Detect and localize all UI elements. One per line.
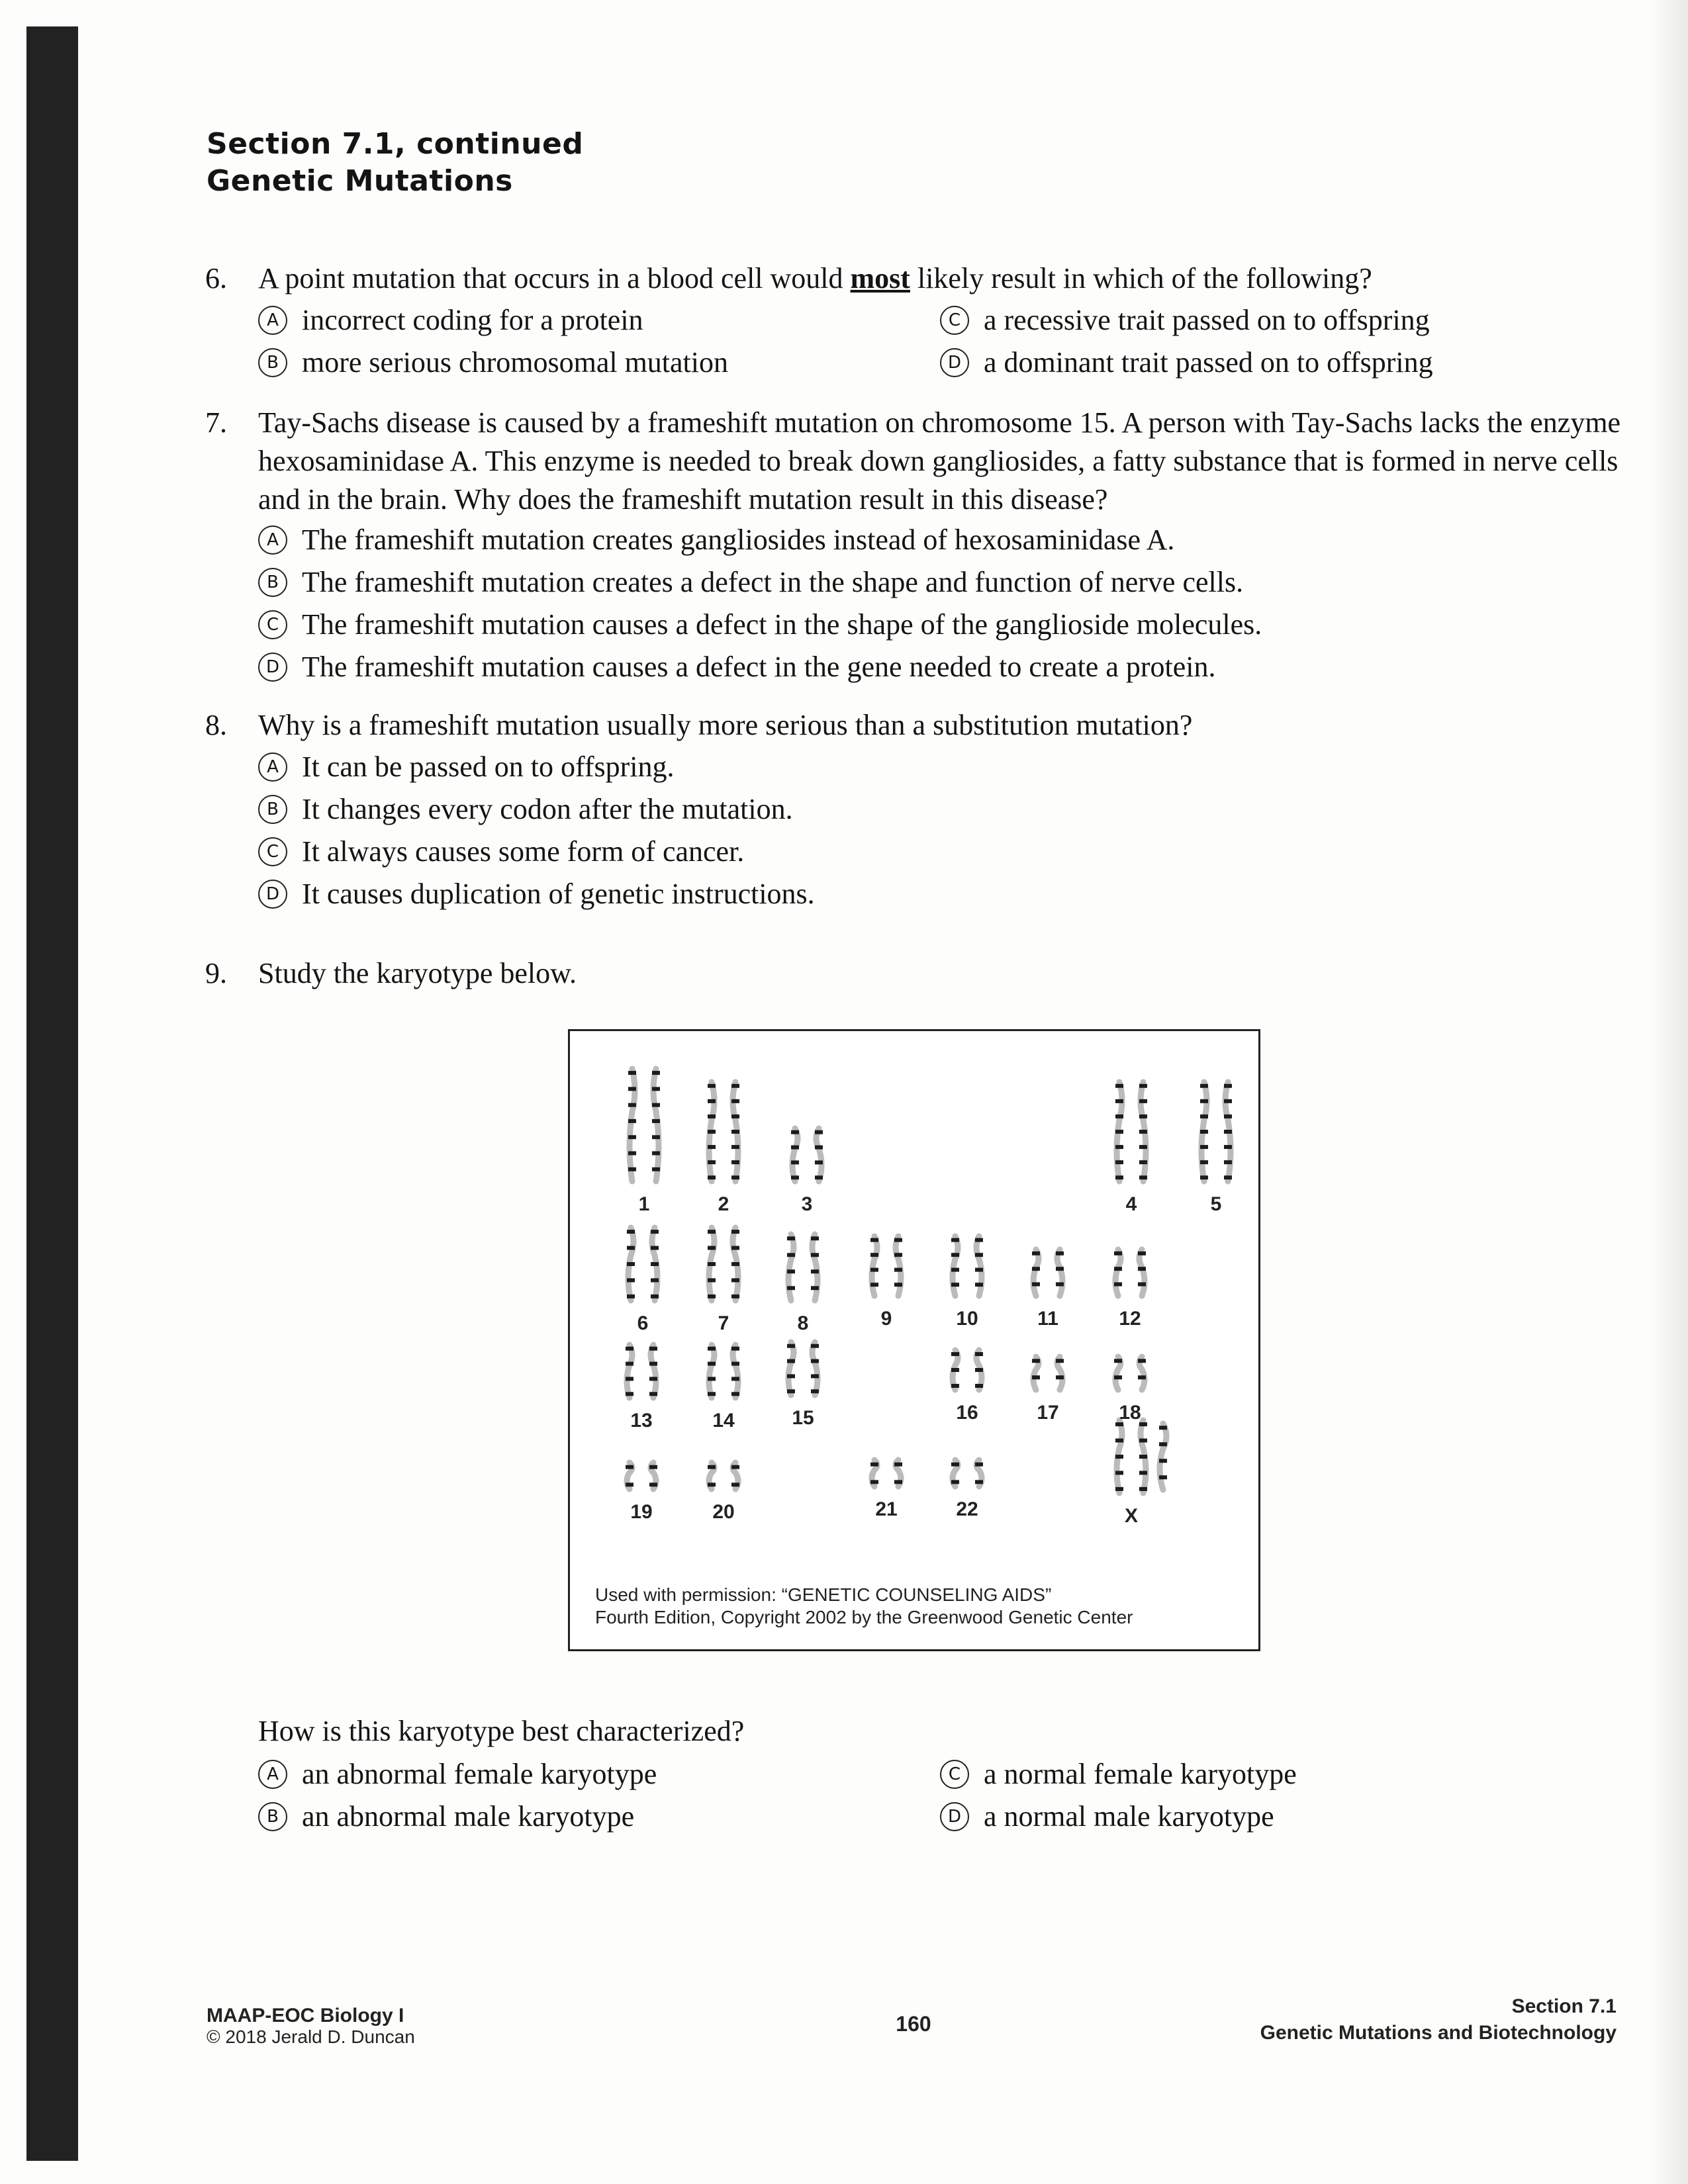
option-text: a normal female karyotype xyxy=(984,1758,1297,1790)
section-title: Genetic Mutations xyxy=(207,164,513,198)
chromosome-pair-10 xyxy=(951,1236,983,1296)
answer-option-d[interactable] xyxy=(940,341,1433,384)
question-stem: Tay-Sachs disease is caused by a frameshift mutation on chromosome 15. A person with Tay-Sachs lacks the enzyme hexosaminidase A. This enzyme is needed to break down gangliosides, a fatty substance that is formed in nerve cells and in the brain. Why does the frameshift mutation result in this disease? xyxy=(258,406,1621,516)
option-letter-bubble[interactable]: B xyxy=(258,348,287,377)
option-letter-bubble[interactable]: C xyxy=(940,1760,969,1789)
chromosome-pair-18 xyxy=(1114,1357,1146,1390)
answer-option-a[interactable] xyxy=(258,746,1628,788)
question-stem: How is this karyotype best characterized? xyxy=(258,1715,745,1747)
question-stem: Why is a frameshift mutation usually more serious than a substitution mutation? xyxy=(258,709,1193,741)
footer-section: Section 7.1 xyxy=(1511,1995,1617,2017)
chromosome-label: 15 xyxy=(792,1407,814,1429)
chromosome-pair-1 xyxy=(628,1069,660,1181)
option-text: more serious chromosomal mutation xyxy=(302,346,728,379)
karyotype-figure xyxy=(568,1029,1260,1651)
option-text: It can be passed on to offspring. xyxy=(302,751,675,783)
question-number: 7. xyxy=(205,406,227,439)
figure-credit xyxy=(595,1584,1133,1629)
option-text: It changes every codon after the mutation. xyxy=(302,793,793,825)
question-6 xyxy=(205,258,1628,384)
chromosome-label: 9 xyxy=(880,1308,892,1330)
chromosome-label: X xyxy=(1124,1505,1138,1527)
chromosome-label: 18 xyxy=(1119,1402,1141,1424)
book-title: MAAP-EOC Biology I xyxy=(207,2005,404,2026)
answer-option-a[interactable] xyxy=(258,519,1628,561)
option-letter-bubble[interactable]: C xyxy=(940,306,969,335)
option-letter-bubble[interactable]: A xyxy=(258,525,287,555)
footer-right xyxy=(1260,1993,1617,2046)
chromosome-label: 13 xyxy=(630,1410,653,1432)
scan-binding-edge xyxy=(26,26,78,2161)
question-number: 6. xyxy=(205,262,227,295)
option-letter-bubble[interactable]: C xyxy=(258,610,287,639)
answer-option-c[interactable] xyxy=(258,604,1628,646)
credit-line: Fourth Edition, Copyright 2002 by the Greenwood Genetic Center xyxy=(595,1607,1133,1627)
chromosome-label: 16 xyxy=(956,1402,978,1424)
option-text: an abnormal male karyotype xyxy=(302,1800,635,1833)
option-letter-bubble[interactable]: B xyxy=(258,1802,287,1831)
chromosome-label: 5 xyxy=(1210,1193,1222,1215)
section-line: Section 7.1, continued xyxy=(207,127,584,161)
answer-option-d[interactable] xyxy=(258,646,1628,688)
option-text: The frameshift mutation creates a defect in the shape and function of nerve cells. xyxy=(302,566,1244,598)
answer-option-b[interactable] xyxy=(258,341,728,384)
chromosome-label: 3 xyxy=(801,1193,813,1215)
chromosome-pair-5 xyxy=(1200,1082,1232,1181)
scan-shadow xyxy=(1648,0,1688,2184)
option-letter-bubble[interactable]: D xyxy=(940,348,969,377)
option-text: a normal male karyotype xyxy=(984,1800,1274,1833)
karyotype-chromosomes xyxy=(570,1031,1258,1574)
chromosome-pair-12 xyxy=(1114,1250,1146,1296)
chromosome-label: 11 xyxy=(1037,1308,1058,1330)
chromosome-pair-16 xyxy=(951,1350,983,1390)
stem-text: likely result in which of the following? xyxy=(910,262,1372,295)
chromosome-label: 21 xyxy=(875,1498,898,1520)
chromosome-pair-11 xyxy=(1032,1250,1064,1296)
chromosome-pair-15 xyxy=(787,1342,819,1395)
chromosome-label: 8 xyxy=(797,1312,809,1334)
answer-option-a[interactable] xyxy=(258,299,643,341)
chromosome-pair-13 xyxy=(626,1345,657,1398)
option-letter-bubble[interactable]: C xyxy=(258,837,287,866)
chromosome-label: 2 xyxy=(718,1193,729,1215)
credit-line: Used with permission: “GENETIC COUNSELING AIDS” xyxy=(595,1584,1052,1605)
stem-text: A point mutation that occurs in a blood cell would xyxy=(258,262,851,295)
answer-option-a[interactable] xyxy=(258,1753,657,1796)
chromosome-pair-4 xyxy=(1115,1082,1147,1181)
option-letter-bubble[interactable]: B xyxy=(258,568,287,597)
chromosome-pair-2 xyxy=(708,1082,739,1181)
chromosome-label: 17 xyxy=(1037,1402,1059,1424)
option-text: an abnormal female karyotype xyxy=(302,1758,657,1790)
footer-chapter: Genetic Mutations and Biotechnology xyxy=(1260,2022,1617,2044)
chromosome-pair-20 xyxy=(708,1463,739,1489)
option-letter-bubble[interactable]: D xyxy=(940,1802,969,1831)
stem-emphasis: most xyxy=(850,262,910,295)
chromosome-label: 10 xyxy=(956,1308,978,1330)
option-letter-bubble[interactable]: D xyxy=(258,653,287,682)
footer-left xyxy=(207,2005,415,2048)
option-text: It always causes some form of cancer. xyxy=(302,835,745,868)
option-text: The frameshift mutation creates gangliosides instead of hexosaminidase A. xyxy=(302,523,1175,556)
question-9 xyxy=(205,953,1628,994)
chromosome-label: 14 xyxy=(712,1410,735,1432)
chromosome-pair-8 xyxy=(787,1234,819,1300)
answer-option-d[interactable] xyxy=(258,873,1628,915)
chromosome-pair-6 xyxy=(627,1228,659,1300)
chromosome-label: 7 xyxy=(718,1312,729,1334)
answer-option-b[interactable] xyxy=(258,788,1628,831)
chromosome-label: 19 xyxy=(630,1501,653,1523)
option-letter-bubble[interactable]: D xyxy=(258,880,287,909)
answer-option-c[interactable] xyxy=(940,1753,1297,1796)
question-9-prompt xyxy=(205,1711,1628,1838)
option-text: incorrect coding for a protein xyxy=(302,304,643,336)
chromosome-pair-17 xyxy=(1032,1357,1064,1390)
question-8 xyxy=(205,705,1628,915)
option-letter-bubble[interactable]: A xyxy=(258,752,287,782)
answer-option-b[interactable] xyxy=(258,1796,634,1838)
page-number: 160 xyxy=(896,2012,931,2036)
option-text: The frameshift mutation causes a defect in the shape of the ganglioside molecules. xyxy=(302,608,1262,641)
answer-option-d[interactable] xyxy=(940,1796,1274,1838)
chromosome-label: 22 xyxy=(956,1498,978,1520)
chromosome-label: 12 xyxy=(1119,1308,1141,1330)
question-stem xyxy=(258,258,1628,299)
chromosome-label: 1 xyxy=(638,1193,650,1215)
chromosome-pair-9 xyxy=(870,1236,902,1296)
chromosome-pair-14 xyxy=(708,1345,739,1398)
question-stem: Study the karyotype below. xyxy=(258,957,577,989)
question-number: 9. xyxy=(205,957,227,989)
option-letter-bubble[interactable]: B xyxy=(258,795,287,824)
answer-option-c[interactable] xyxy=(258,831,1628,873)
chromosome-pair-21 xyxy=(870,1460,902,1486)
option-text: It causes duplication of genetic instructions. xyxy=(302,878,815,910)
chromosome-pair-7 xyxy=(708,1228,739,1300)
chromosome-pair-19 xyxy=(626,1463,657,1489)
question-7 xyxy=(205,404,1628,688)
chromosome-pair-3 xyxy=(791,1128,823,1181)
chromosome-label: 6 xyxy=(637,1312,649,1334)
option-text: a recessive trait passed on to offspring xyxy=(984,304,1430,336)
section-header xyxy=(207,126,583,200)
option-text: a dominant trait passed on to offspring xyxy=(984,346,1433,379)
chromosome-pair-X xyxy=(1115,1420,1167,1493)
chromosome-pair-22 xyxy=(951,1460,983,1486)
chromosome-label: 20 xyxy=(712,1501,735,1523)
chromosome-label: 4 xyxy=(1125,1193,1137,1215)
answer-option-b[interactable] xyxy=(258,561,1628,604)
question-number: 8. xyxy=(205,709,227,741)
option-text: The frameshift mutation causes a defect in the gene needed to create a protein. xyxy=(302,651,1216,683)
answer-option-c[interactable] xyxy=(940,299,1430,341)
option-letter-bubble[interactable]: A xyxy=(258,306,287,335)
copyright: © 2018 Jerald D. Duncan xyxy=(207,2026,415,2047)
option-letter-bubble[interactable]: A xyxy=(258,1760,287,1789)
